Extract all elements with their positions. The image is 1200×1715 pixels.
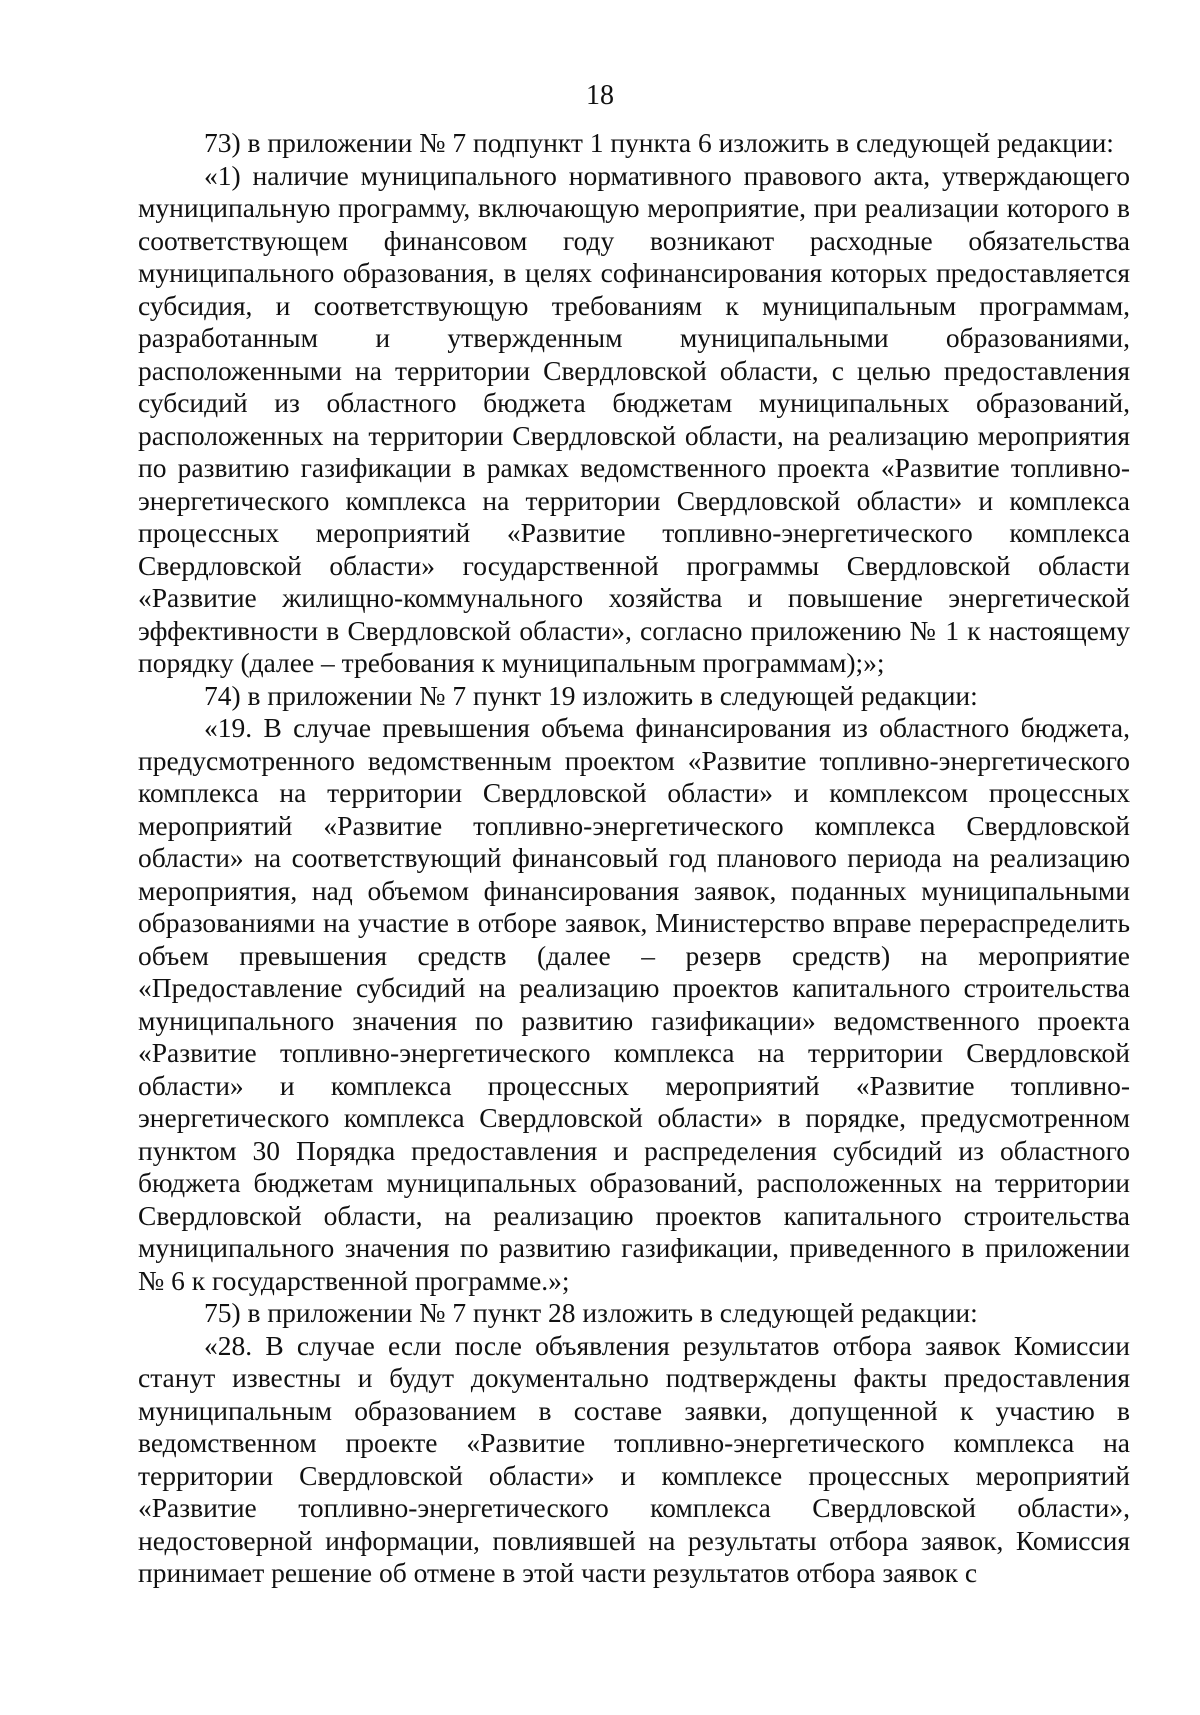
page-number: 18	[586, 80, 614, 111]
paragraph-item-74: 74) в приложении № 7 пункт 19 изложить в следующей редакции:	[204, 679, 978, 711]
paragraph-item-73: 73) в приложении № 7 подпункт 1 пункта 6 изложить в следующей редакции:	[204, 127, 1114, 158]
paragraph-subitem-1-text: «1) наличие муниципального нормативного правового акта, утверждающего муниципальную программу, включающую мероприятие, при реализации которого в соответствующем финансовом году возникают расходные обязательства муниципального образования, в целях софинансирования которых предоставляется субсидия, и соответствующую требованиям к муниципальным программам, разработанным и утвержденным муниципальными образованиями, расположенными на территории Свердловской области, с целью предоставления субсидий из областного бюджета бюджетам муниципальных образований, расположенных на территории Свердловской области, на реализацию мероприятия по развитию газификации в рамках ведомственного проекта «Развитие топливно-энергетического комплекса на территории Свердловской области» и комплекса процессных мероприятий «Развитие топливно-энергетического комплекса Свердловской области» государственной программы Свердловской области «Развитие жилищно-коммунального хозяйства и повышение энергетической эффективности в Свердловской области», согласно приложению № 1 к настоящему порядку (далее – требования к муниципальным программам);»;	[138, 159, 1130, 678]
paragraph-point-19-text: «19. В случае превышения объема финансирования из областного бюджета, предусмотренного ведомственным проектом «Развитие топливно-энергетического комплекса на территории Свердловской области» и комплексом процессных мероприятий «Развитие топливно-энергетического комплекса Свердловской области» на соответствующий финансовый год планового периода на реализацию мероприятия, над объемом финансирования заявок, поданных муниципальными образованиями на участие в отборе заявок, Министерство вправе перераспределить объем превышения средств (далее – резерв средств) на мероприятие «Предоставление субсидий на реализацию проектов капитального строительства муниципального значения по развитию газификации» ведомственного проекта «Развитие топливно-энергетического комплекса на территории Свердловской области» и комплекса процессных мероприятий «Развитие топливно-энергетического комплекса Свердловской области» в порядке, предусмотренном пунктом 30 Порядка предоставления и распределения субсидий из областного бюджета бюджетам муниципальных образований, расположенных на территории Свердловской области, на реализацию проектов капитального строительства муниципального значения по развитию газификации, приведенного в приложении № 6 к государственной программе.»;	[138, 712, 1130, 1296]
paragraph-item-75: 75) в приложении № 7 пункт 28 изложить в следующей редакции:	[204, 1297, 978, 1328]
paragraph-point-28-text: «28. В случае если после объявления результатов отбора заявок Комиссии станут известны и будут документально подтверждены факты предоставления муниципальным образованием в составе заявки, допущенной к участию в ведомственном проекте «Развитие топливно-энергетического комплекса на территории Свердловской области» и комплексе процессных мероприятий «Развитие топливно-энергетического комплекса Свердловской области», недостоверной информации, повлиявшей на результаты отбора заявок, Комиссия принимает решение об отмене в этой части результатов отбора заявок с	[138, 1329, 1130, 1588]
document-body	[138, 127, 1130, 1590]
